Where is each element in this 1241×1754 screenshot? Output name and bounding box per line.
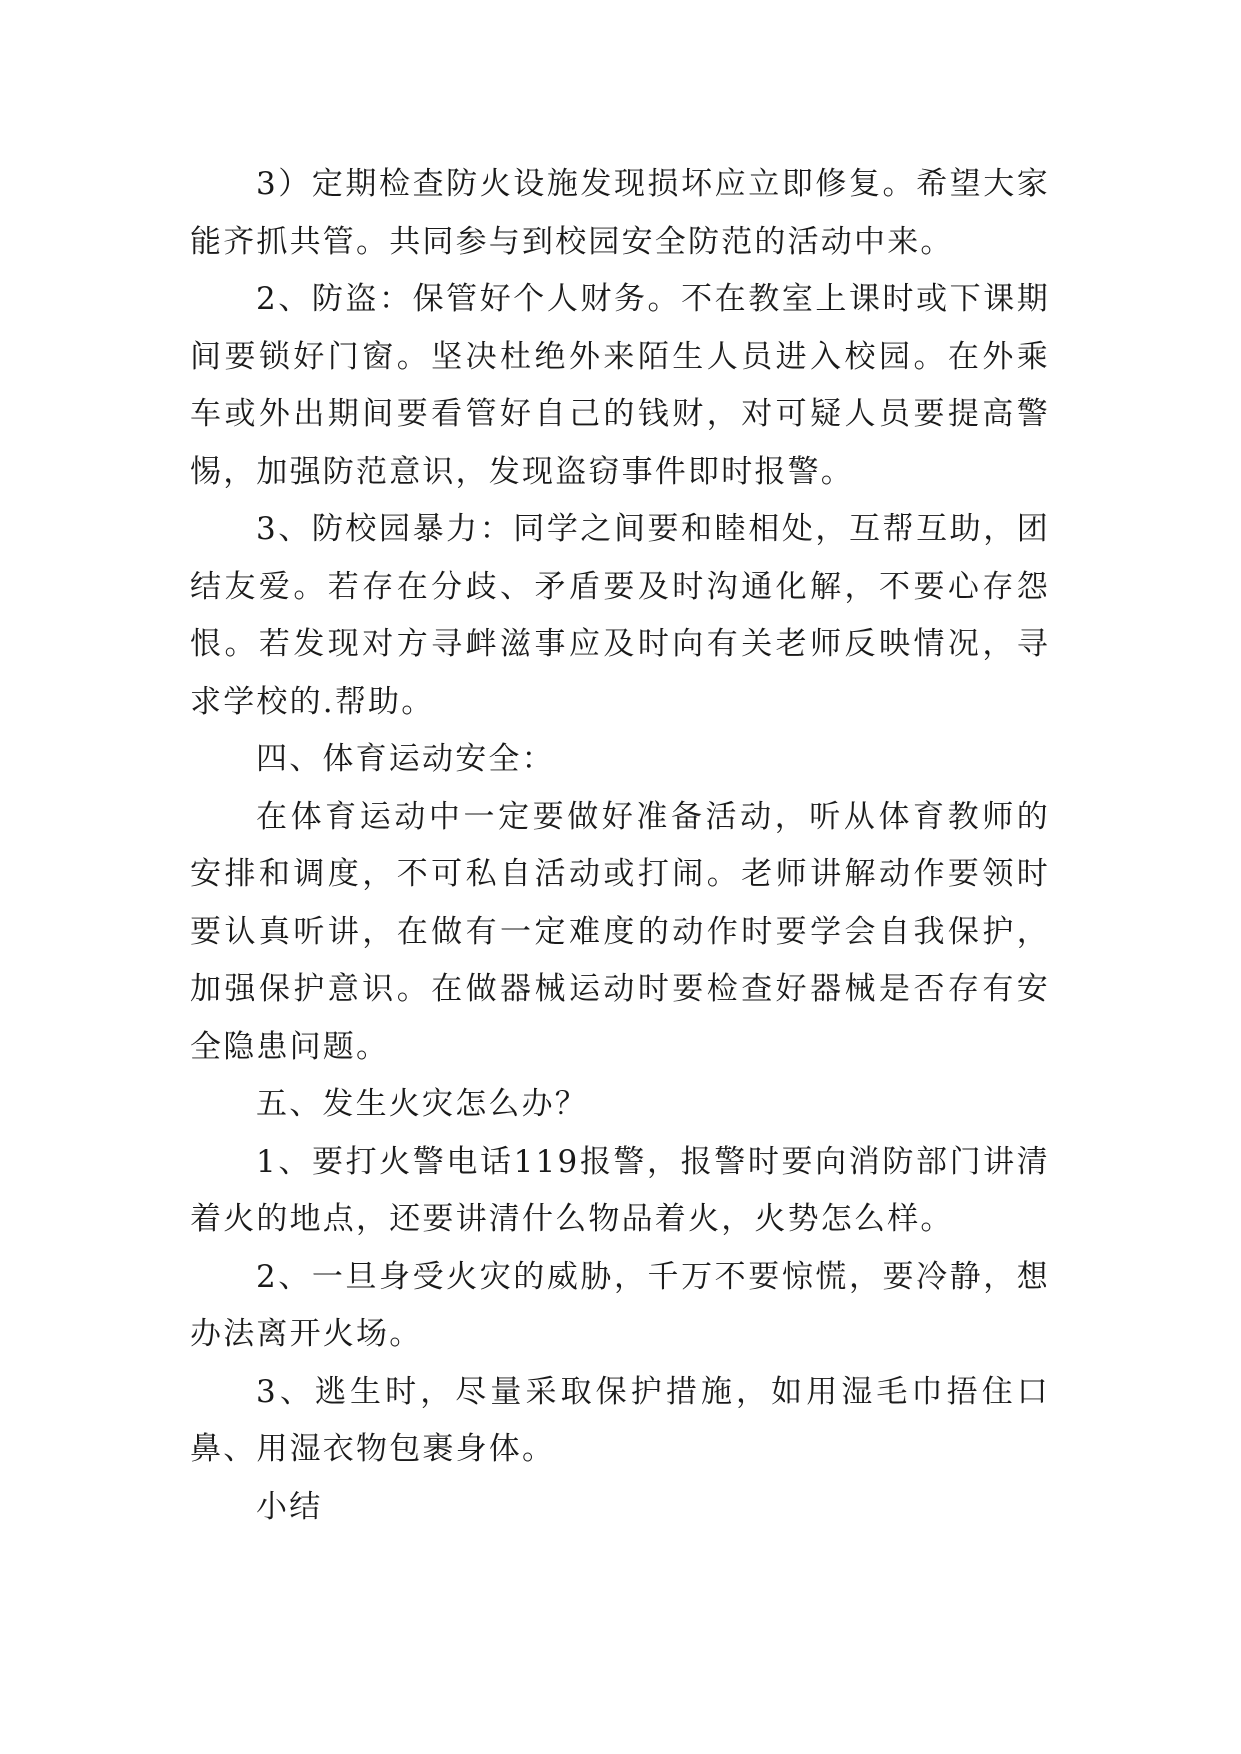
section-heading-fire-response: 五、发生火灾怎么办？: [256, 1086, 588, 1122]
paragraph-school-violence: 3、防校园暴力：同学之间要和睦相处，互帮互助，团结友爱。若存在分歧、矛盾要及时沟通化解，不要心存怨恨。若发现对方寻衅滋事应及时向有关老师反映情况，寻求学校的.帮助。: [190, 511, 1050, 720]
paragraph-sports-safety: 在体育运动中一定要做好准备活动，听从体育教师的安排和调度，不可私自活动或打闹。老师讲解动作要领时要认真听讲，在做有一定难度的动作时要学会自我保护，加强保护意识。在做器械运动时要检查好器械是否存有安全隐患问题。: [190, 798, 1050, 1065]
section-heading-sports-safety: 四、体育运动安全：: [256, 741, 555, 777]
document-body: [190, 156, 1050, 1536]
paragraph-theft-prevention: 2、防盗：保管好个人财务。不在教室上课时或下课期间要锁好门窗。坚决杜绝外来陌生人员进入校园。在外乘车或外出期间要看管好自己的钱财，对可疑人员要提高警惕，加强防范意识，发现盗窃事件即时报警。: [190, 281, 1050, 490]
paragraph-fire-call-119: 1、要打火警电话119报警，报警时要向消防部门讲清着火的地点，还要讲清什么物品着火，火势怎么样。: [190, 1143, 1050, 1237]
paragraph-escape-protection: 3、逃生时，尽量采取保护措施，如用湿毛巾捂住口鼻、用湿衣物包裹身体。: [190, 1373, 1050, 1467]
section-heading-summary: 小结: [256, 1488, 323, 1525]
paragraph-fire-facility-check: 3）定期检查防火设施发现损坏应立即修复。希望大家能齐抓共管。共同参与到校园安全防范的活动中来。: [190, 166, 1050, 260]
paragraph-stay-calm: 2、一旦身受火灾的威胁，千万不要惊慌，要冷静，想办法离开火场。: [190, 1258, 1050, 1352]
